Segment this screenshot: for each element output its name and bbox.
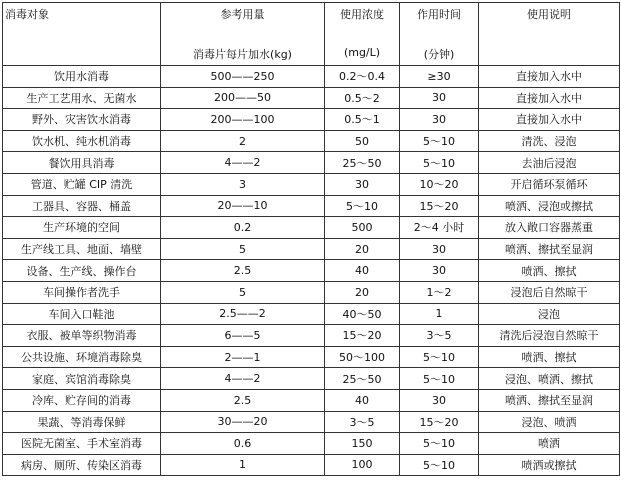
cell-time: 5～10 <box>400 454 479 476</box>
header-concentration <box>325 3 400 66</box>
cell-instructions: 清洗后浸泡自然晾干 <box>479 325 620 347</box>
cell-dosage: 5 <box>161 238 325 260</box>
cell-concentration: 20 <box>325 281 400 303</box>
cell-object: 饮水机、纯水机消毒 <box>3 130 161 152</box>
cell-time: 5～10 <box>400 346 479 368</box>
cell-object: 餐饮用具消毒 <box>3 152 161 174</box>
header-concentration-unit: (mg/L) <box>343 46 381 59</box>
disinfection-table <box>2 2 620 476</box>
table-row <box>3 411 620 433</box>
cell-dosage: 4——2 <box>161 152 325 174</box>
cell-dosage: 200——50 <box>161 87 325 109</box>
cell-dosage: 6——5 <box>161 325 325 347</box>
header-row <box>3 3 620 66</box>
cell-time: 1～2 <box>400 281 479 303</box>
table-row <box>3 433 620 455</box>
cell-instructions: 直接加入水中 <box>479 66 620 88</box>
table-row <box>3 454 620 476</box>
cell-dosage: 2——1 <box>161 346 325 368</box>
cell-instructions: 喷洒、擦拭至显润 <box>479 238 620 260</box>
cell-concentration: 15～20 <box>325 325 400 347</box>
cell-object: 生产线工具、地面、墙壁 <box>3 238 161 260</box>
cell-time: 15～20 <box>400 411 479 433</box>
cell-instructions: 喷洒 <box>479 433 620 455</box>
cell-object: 衣服、被单等织物消毒 <box>3 325 161 347</box>
cell-time: 10～20 <box>400 173 479 195</box>
cell-concentration: 30 <box>325 173 400 195</box>
cell-instructions: 浸泡后自然晾干 <box>479 281 620 303</box>
cell-object: 生产工艺用水、无菌水 <box>3 87 161 109</box>
cell-concentration: 25～50 <box>325 368 400 390</box>
cell-object: 车间操作者洗手 <box>3 281 161 303</box>
table-body <box>3 66 620 476</box>
cell-dosage: 30——20 <box>161 411 325 433</box>
cell-object: 工器具、容器、桶盖 <box>3 195 161 217</box>
cell-concentration: 0.5～2 <box>325 87 400 109</box>
cell-dosage: 0.6 <box>161 433 325 455</box>
cell-instructions: 直接加入水中 <box>479 87 620 109</box>
cell-object: 生产环境的空间 <box>3 217 161 239</box>
header-object-label: 消毒对象 <box>5 8 49 21</box>
table-row <box>3 173 620 195</box>
cell-concentration: 3～5 <box>325 411 400 433</box>
cell-time: 5～10 <box>400 130 479 152</box>
cell-instructions: 浸泡、喷洒、擦拭 <box>479 368 620 390</box>
cell-time: 30 <box>400 389 479 411</box>
cell-instructions: 放入敞口容器蒸重 <box>479 217 620 239</box>
header-dosage-label: 参考用量 <box>220 8 265 21</box>
table-row <box>3 368 620 390</box>
cell-dosage: 1 <box>161 454 325 476</box>
header-concentration-label: 使用浓度 <box>340 8 384 21</box>
cell-concentration: 40 <box>325 389 400 411</box>
cell-concentration: 50～100 <box>325 346 400 368</box>
table-row <box>3 66 620 88</box>
cell-dosage: 5 <box>161 281 325 303</box>
cell-object: 设备、生产线、操作台 <box>3 260 161 282</box>
cell-time: 15～20 <box>400 195 479 217</box>
cell-instructions: 喷洒、擦拭 <box>479 260 620 282</box>
cell-concentration: 100 <box>325 454 400 476</box>
table-row <box>3 195 620 217</box>
cell-time: 30 <box>400 87 479 109</box>
cell-object: 果蔬、等消毒保鲜 <box>3 411 161 433</box>
cell-instructions: 开启循环泵循环 <box>479 173 620 195</box>
cell-concentration: 500 <box>325 217 400 239</box>
header-time-unit: (分钟) <box>423 48 455 61</box>
cell-dosage: 0.2 <box>161 217 325 239</box>
table-row <box>3 152 620 174</box>
table-row <box>3 109 620 131</box>
cell-object: 管道、贮罐 CIP 清洗 <box>3 173 161 195</box>
cell-instructions: 喷洒或擦拭 <box>479 454 620 476</box>
cell-dosage: 4——2 <box>161 368 325 390</box>
cell-instructions: 喷洒、擦拭 <box>479 346 620 368</box>
cell-object: 家庭、宾馆消毒除臭 <box>3 368 161 390</box>
cell-instructions: 喷洒、浸泡或擦拭 <box>479 195 620 217</box>
cell-object: 医院无菌室、手术室消毒 <box>3 433 161 455</box>
table-row <box>3 260 620 282</box>
cell-dosage: 500——250 <box>161 66 325 88</box>
header-instructions-label: 使用说明 <box>527 8 571 21</box>
table-row <box>3 87 620 109</box>
table-row <box>3 325 620 347</box>
cell-object: 饮用水消毒 <box>3 66 161 88</box>
cell-object: 冷库、贮存间的消毒 <box>3 389 161 411</box>
cell-dosage: 3 <box>161 173 325 195</box>
table-row <box>3 346 620 368</box>
cell-time: 5～10 <box>400 152 479 174</box>
header-instructions <box>479 3 620 66</box>
cell-time: 30 <box>400 109 479 131</box>
table-row <box>3 303 620 325</box>
cell-concentration: 25～50 <box>325 152 400 174</box>
table-row <box>3 217 620 239</box>
cell-instructions: 直接加入水中 <box>479 109 620 131</box>
cell-time: 1 <box>400 303 479 325</box>
cell-concentration: 40 <box>325 260 400 282</box>
header-time <box>400 3 479 66</box>
header-time-label: 作用时间 <box>417 8 461 21</box>
table-row <box>3 281 620 303</box>
table-row <box>3 389 620 411</box>
cell-dosage: 2.5——2 <box>161 303 325 325</box>
cell-time: 30 <box>400 238 479 260</box>
cell-concentration: 5～10 <box>325 195 400 217</box>
cell-concentration: 0.2～0.4 <box>325 66 400 88</box>
table-row <box>3 238 620 260</box>
cell-instructions: 浸泡 <box>479 303 620 325</box>
table-row <box>3 130 620 152</box>
cell-concentration: 0.5～1 <box>325 109 400 131</box>
cell-time: 2～4 小时 <box>400 217 479 239</box>
header-object <box>3 3 161 66</box>
cell-dosage: 200——100 <box>161 109 325 131</box>
cell-time: 5～10 <box>400 433 479 455</box>
cell-time: ≥30 <box>400 66 479 88</box>
cell-object: 野外、灾害饮水消毒 <box>3 109 161 131</box>
cell-object: 车间入口鞋池 <box>3 303 161 325</box>
cell-concentration: 40～50 <box>325 303 400 325</box>
cell-dosage: 20——10 <box>161 195 325 217</box>
header-dosage <box>161 3 325 66</box>
cell-object: 公共设施、环境消毒除臭 <box>3 346 161 368</box>
cell-dosage: 2 <box>161 130 325 152</box>
cell-instructions: 清洗、浸泡 <box>479 130 620 152</box>
cell-object: 病房、厕所、传染区消毒 <box>3 454 161 476</box>
cell-concentration: 150 <box>325 433 400 455</box>
cell-instructions: 浸泡、喷洒 <box>479 411 620 433</box>
cell-time: 3～5 <box>400 325 479 347</box>
cell-concentration: 20 <box>325 238 400 260</box>
cell-dosage: 2.5 <box>161 260 325 282</box>
cell-time: 30 <box>400 260 479 282</box>
cell-instructions: 喷洒、擦拭至显润 <box>479 389 620 411</box>
header-dosage-unit: 消毒片每片加水(kg) <box>193 48 292 61</box>
cell-dosage: 2.5 <box>161 389 325 411</box>
cell-instructions: 去油后浸泡 <box>479 152 620 174</box>
cell-concentration: 50 <box>325 130 400 152</box>
cell-time: 5～10 <box>400 368 479 390</box>
